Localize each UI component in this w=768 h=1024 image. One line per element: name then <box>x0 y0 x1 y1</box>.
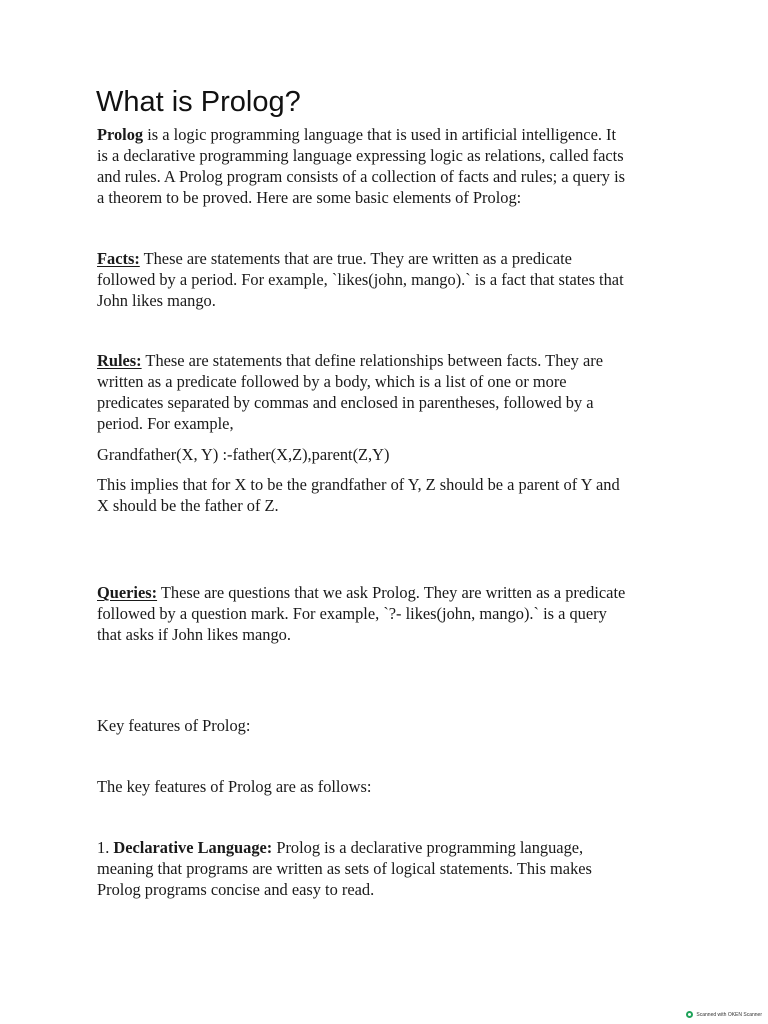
queries-paragraph <box>97 582 677 645</box>
scanner-watermark <box>686 1011 762 1018</box>
rules-explanation-line-2: X should be the father of Z. <box>97 496 279 515</box>
scanner-text: Scanned with OKEN Scanner <box>696 1011 762 1018</box>
key-features-intro: The key features of Prolog are as follows: <box>97 777 372 796</box>
rules-line-1: These are statements that define relationships between facts. They are <box>141 351 603 370</box>
rules-explanation <box>97 474 677 516</box>
facts-paragraph <box>97 248 677 311</box>
rules-line-2: written as a predicate followed by a body, which is a list of one or more <box>97 372 567 391</box>
feature-1-line-3: Prolog programs concise and easy to read. <box>97 880 375 899</box>
queries-line-1: These are questions that we ask Prolog. They are written as a predicate <box>157 583 626 602</box>
queries-term: Queries: <box>97 583 158 602</box>
facts-line-2: followed by a period. For example, `likes(john, mango).` is a fact that states that <box>97 270 624 289</box>
queries-line-2: followed by a question mark. For example, `?- likes(john, mango).` is a query <box>97 604 607 623</box>
facts-line-1: These are statements that are true. They are written as a predicate <box>139 249 572 268</box>
feature-1-line-1: Prolog is a declarative programming language, <box>272 838 584 857</box>
facts-line-3: John likes mango. <box>97 291 216 310</box>
feature-1-number: 1. <box>97 838 114 857</box>
feature-1-term: Declarative Language: <box>113 838 273 857</box>
scanner-logo-icon <box>686 1011 693 1018</box>
rules-line-4: period. For example, <box>97 414 234 433</box>
rules-term: Rules: <box>97 351 142 370</box>
page-title: What is Prolog? <box>96 86 301 118</box>
intro-line-4: a theorem to be proved. Here are some basic elements of Prolog: <box>97 188 522 207</box>
intro-paragraph <box>97 124 677 208</box>
intro-line-3: and rules. A Prolog program consists of a collection of facts and rules; a query is <box>97 167 626 186</box>
feature-1-line-2: meaning that programs are written as sets of logical statements. This makes <box>97 859 592 878</box>
rules-explanation-line-1: This implies that for X to be the grandfather of Y, Z should be a parent of Y and <box>97 475 620 494</box>
intro-term: Prolog <box>97 125 144 144</box>
feature-1-paragraph <box>97 837 677 900</box>
key-features-heading: Key features of Prolog: <box>97 716 251 735</box>
intro-line-2: is a declarative programming language expressing logic as relations, called facts <box>97 146 624 165</box>
queries-line-3: that asks if John likes mango. <box>97 625 291 644</box>
rules-example-code: Grandfather(X, Y) :-father(X,Z),parent(Z,Y) <box>97 445 390 464</box>
intro-line-1: is a logic programming language that is used in artificial intelligence. It <box>143 125 617 144</box>
rules-line-3: predicates separated by commas and enclosed in parentheses, followed by a <box>97 393 594 412</box>
rules-example <box>97 444 677 465</box>
facts-term: Facts: <box>97 249 140 268</box>
rules-paragraph <box>97 350 677 434</box>
